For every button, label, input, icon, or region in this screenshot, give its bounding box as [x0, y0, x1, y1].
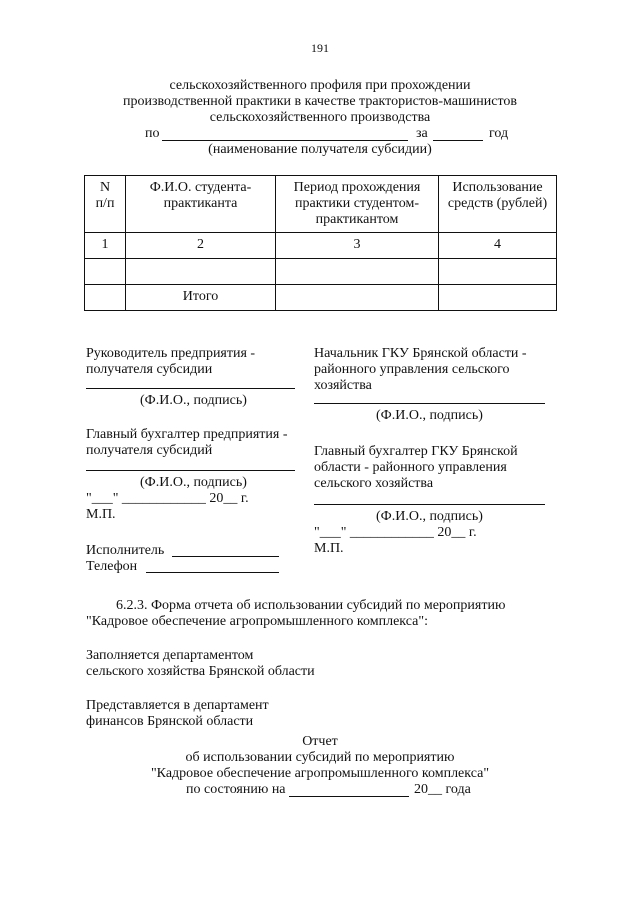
left-head-sign-line — [86, 388, 295, 389]
header-text: практики студентом- — [294, 196, 419, 211]
empty-cell — [439, 259, 557, 285]
executor-blank-line — [172, 556, 279, 557]
right-accountant-sign-line — [314, 504, 545, 505]
header-text: практиканта — [163, 196, 238, 211]
filled-by-line-1: Заполняется департаментом — [86, 648, 254, 663]
number-cell: 4 — [439, 233, 557, 259]
right-fio-sign-caption: (Ф.И.О., подпись) — [376, 408, 483, 423]
empty-cell — [276, 259, 439, 285]
heading-line-1: сельскохозяйственного профиля при прохождении — [169, 78, 471, 93]
phone-blank-line — [146, 572, 279, 573]
submitted-line-2: финансов Брянской области — [86, 714, 254, 729]
executor-label: Исполнитель — [86, 543, 165, 558]
report-line-2: об использовании субсидий по мероприятию — [185, 750, 455, 765]
right-date: "___" ____________ 20__ г. — [314, 525, 477, 540]
left-stamp-mp: М.П. — [86, 507, 116, 522]
empty-cell — [439, 285, 557, 311]
za-label: за — [416, 126, 428, 141]
po-label: по — [145, 126, 160, 141]
heading-line-3: сельскохозяйственного производства — [209, 110, 431, 125]
god-label: год — [489, 126, 509, 141]
header-text: N — [99, 180, 111, 195]
right-fio-sign-caption-2: (Ф.И.О., подпись) — [376, 509, 483, 524]
report-line-3: "Кадровое обеспечение агропромышленного комплекса" — [150, 766, 490, 781]
right-stamp-mp: М.П. — [314, 541, 344, 556]
header-cell-fio — [126, 176, 276, 233]
page-number: 191 — [311, 41, 329, 55]
section-paragraph-line-1: 6.2.3. Форма отчета об использовании субсидий по мероприятию — [116, 598, 506, 613]
right-accountant-line-3: сельского хозяйства — [314, 476, 434, 491]
recipient-caption: (наименование получателя субсидии) — [208, 142, 432, 157]
header-text: средств (рублей) — [447, 196, 548, 211]
header-text: Период прохождения — [293, 180, 421, 195]
number-cell: 3 — [276, 233, 439, 259]
header-cell-number — [85, 176, 126, 233]
empty-cell — [126, 259, 276, 285]
filled-by-line-2: сельского хозяйства Брянской области — [86, 664, 315, 679]
year-blank-line — [433, 140, 483, 141]
report-title: Отчет — [302, 734, 338, 749]
submitted-line-1: Представляется в департамент — [86, 698, 269, 713]
header-cell-funds — [439, 176, 557, 233]
number-cell: 1 — [85, 233, 126, 259]
report-state-prefix: по состоянию на — [186, 782, 286, 797]
header-text: п/п — [95, 196, 115, 211]
empty-cell — [276, 285, 439, 311]
right-head-line-2: районного управления сельского — [314, 362, 510, 377]
left-accountant-line-1: Главный бухгалтер предприятия - — [86, 427, 288, 442]
left-accountant-sign-line — [86, 470, 295, 471]
left-fio-sign-caption-2: (Ф.И.О., подпись) — [140, 475, 247, 490]
header-text: Использование — [452, 180, 543, 195]
right-head-sign-line — [314, 403, 545, 404]
report-date-blank-line — [289, 796, 409, 797]
table-number-row — [85, 233, 557, 259]
left-head-line-2: получателя субсидии — [86, 362, 213, 377]
right-accountant-line-2: области - районного управления — [314, 460, 507, 475]
left-date: "___" ____________ 20__ г. — [86, 491, 249, 506]
left-fio-sign-caption: (Ф.И.О., подпись) — [140, 393, 247, 408]
header-text: практикантом — [315, 212, 399, 227]
heading-line-2: производственной практики в качестве трактористов-машинистов — [122, 94, 518, 109]
right-head-line-3: хозяйства — [314, 378, 372, 393]
empty-cell — [85, 285, 126, 311]
subsidy-table — [84, 175, 557, 311]
phone-label: Телефон — [86, 559, 138, 574]
number-cell: 2 — [126, 233, 276, 259]
left-accountant-line-2: получателя субсидий — [86, 443, 213, 458]
table-row — [85, 259, 557, 285]
total-label-cell: Итого — [126, 285, 276, 311]
header-cell-period — [276, 176, 439, 233]
empty-cell — [85, 259, 126, 285]
table-total-row — [85, 285, 557, 311]
left-head-line-1: Руководитель предприятия - — [86, 346, 256, 361]
right-accountant-line-1: Главный бухгалтер ГКУ Брянской — [314, 444, 518, 459]
recipient-blank-line — [162, 140, 408, 141]
right-head-line-1: Начальник ГКУ Брянской области - — [314, 346, 527, 361]
table-header-row — [85, 176, 557, 233]
header-text: Ф.И.О. студента- — [149, 180, 252, 195]
report-state-year: 20__ года — [414, 782, 471, 797]
section-paragraph-line-2: "Кадровое обеспечение агропромышленного комплекса": — [86, 614, 428, 629]
